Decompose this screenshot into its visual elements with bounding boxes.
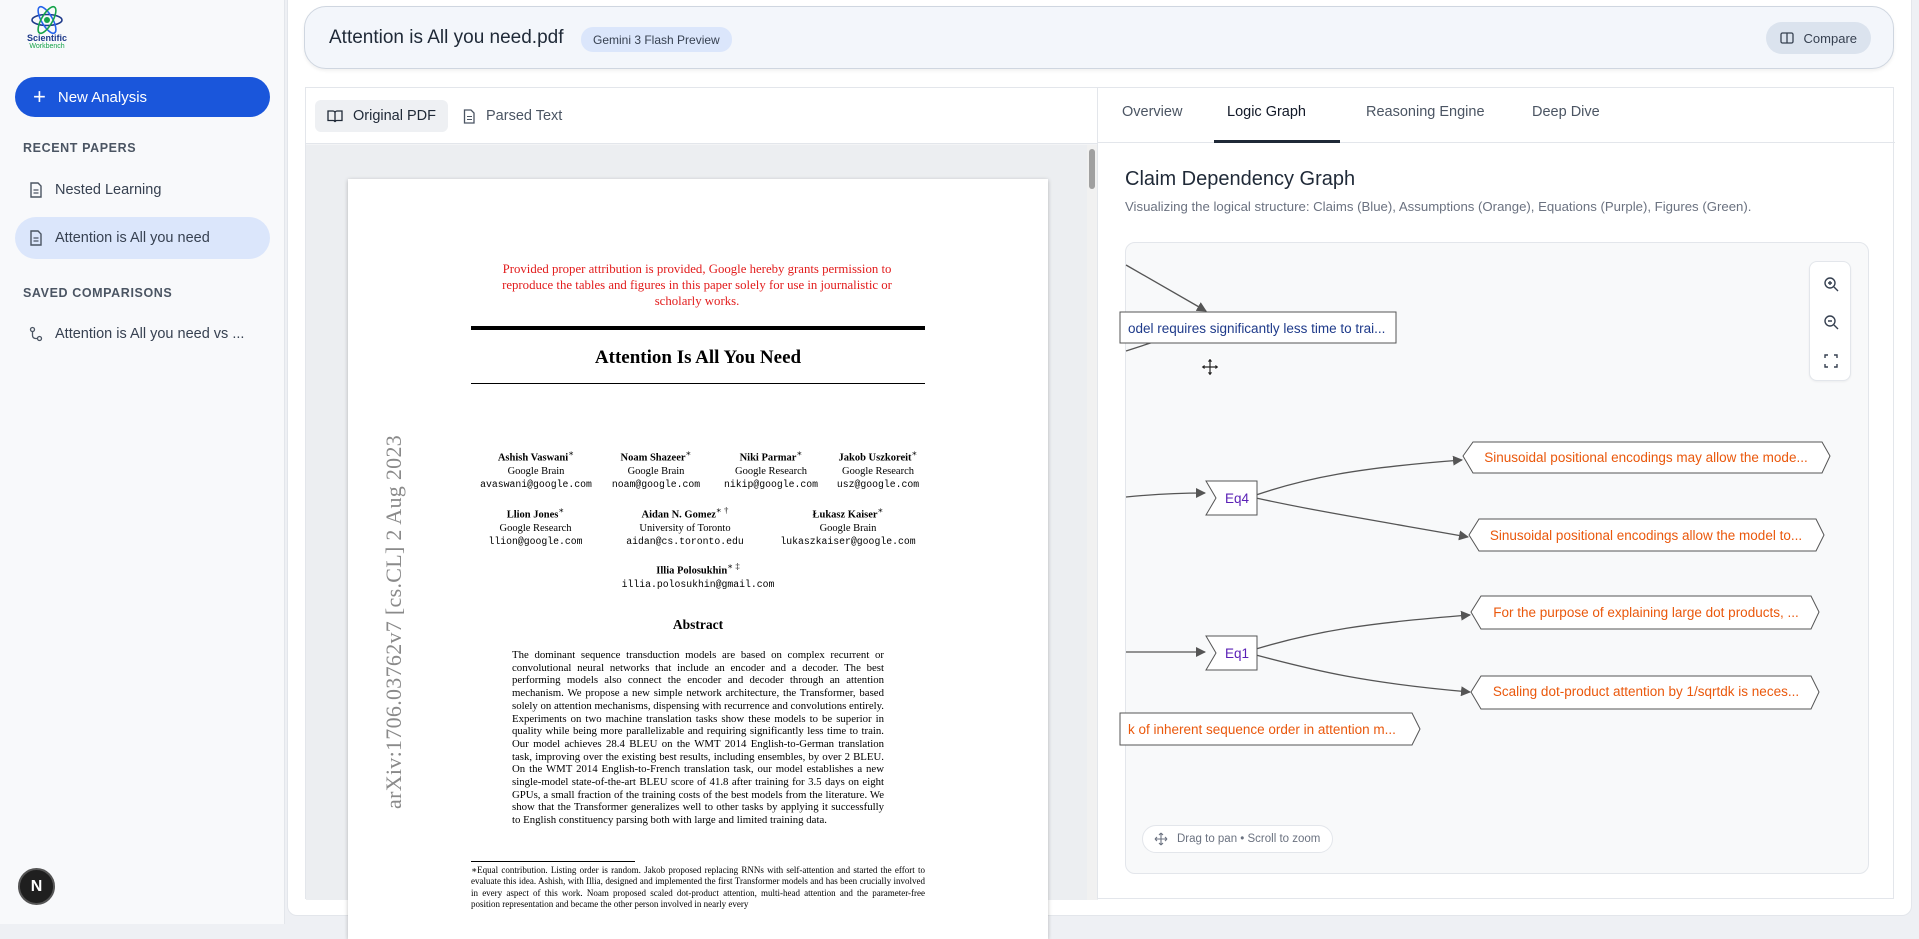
book-open-icon bbox=[327, 109, 343, 123]
author-email: usz@google.com bbox=[836, 478, 920, 490]
author-mark: ∗ bbox=[558, 505, 565, 515]
author-name: Illia Polosukhin bbox=[656, 565, 728, 577]
atom-icon bbox=[30, 4, 64, 36]
move-icon bbox=[1155, 833, 1167, 845]
zoom-out-button[interactable] bbox=[1821, 312, 1841, 332]
pan-zoom-hint bbox=[1142, 825, 1333, 853]
permission-notice: Provided proper attribution is provided, Google hereby grants permission to reproduce the tables and figures in this paper solely for use in journalistic or scholarly works. bbox=[502, 262, 892, 308]
title-rule-top bbox=[471, 326, 925, 330]
fullscreen-icon bbox=[1824, 354, 1838, 368]
assumption-node[interactable] bbox=[1120, 713, 1420, 745]
graph-edge bbox=[1126, 265, 1206, 311]
author-block bbox=[601, 447, 711, 491]
author-email: llion@google.com bbox=[488, 535, 583, 547]
recent-papers-heading: RECENT PAPERS bbox=[23, 141, 137, 155]
zoom-in-button[interactable] bbox=[1821, 274, 1841, 294]
author-block bbox=[716, 447, 826, 491]
recent-paper-item[interactable] bbox=[15, 169, 270, 211]
pdf-viewer[interactable] bbox=[306, 145, 1098, 910]
app-logo[interactable] bbox=[24, 4, 70, 54]
author-mark: ∗ ‡ bbox=[727, 561, 740, 571]
assumption-node[interactable] bbox=[1471, 596, 1819, 629]
zoom-controls bbox=[1809, 261, 1851, 381]
abstract-heading: Abstract bbox=[672, 617, 724, 632]
assumption-node-label: Sinusoidal positional encodings may allow the mode... bbox=[1484, 450, 1808, 465]
author-org: Google Brain bbox=[819, 522, 877, 534]
saved-comparison-item[interactable] bbox=[15, 313, 270, 355]
author-mark: ∗ † bbox=[715, 505, 729, 515]
pdf-scroll-thumb[interactable] bbox=[1089, 149, 1095, 189]
author-mark: ∗ bbox=[568, 448, 575, 458]
author-org: Google Brain bbox=[627, 465, 685, 477]
columns-icon bbox=[1780, 32, 1794, 44]
brand-subname: Workbench bbox=[29, 43, 65, 50]
analysis-pane bbox=[1097, 87, 1894, 899]
author-block bbox=[598, 560, 798, 591]
graph-title: Claim Dependency Graph bbox=[1125, 168, 1356, 190]
title-rule-bottom bbox=[471, 383, 925, 384]
author-name: Łukasz Kaiser bbox=[812, 509, 878, 521]
author-mark: ∗ bbox=[685, 448, 692, 458]
equation-node-eq1[interactable] bbox=[1206, 636, 1257, 670]
plus-icon: + bbox=[33, 84, 46, 109]
recent-paper-label: Nested Learning bbox=[55, 182, 162, 198]
pdf-page bbox=[348, 179, 1048, 939]
author-block bbox=[476, 447, 596, 491]
pdf-pane bbox=[305, 87, 1097, 910]
assumption-node[interactable] bbox=[1471, 676, 1819, 709]
model-badge: Gemini 3 Flash Preview bbox=[581, 27, 732, 52]
pdf-view-tabs bbox=[306, 88, 1098, 144]
author-block bbox=[828, 447, 928, 491]
recent-paper-label: Attention is All you need bbox=[55, 230, 210, 246]
graph-edge bbox=[1256, 498, 1468, 537]
saved-comparisons-heading: SAVED COMPARISONS bbox=[23, 286, 173, 300]
graph-edge bbox=[1256, 615, 1470, 649]
author-org: Google Brain bbox=[507, 465, 565, 477]
zoom-out-icon bbox=[1823, 314, 1839, 330]
author-email: nikip@google.com bbox=[723, 478, 819, 490]
author-email: illia.polosukhin@gmail.com bbox=[621, 578, 775, 590]
author-block bbox=[768, 504, 928, 548]
author-org: Google Research bbox=[841, 465, 914, 477]
zoom-in-icon bbox=[1823, 276, 1839, 292]
tab-logic-graph[interactable]: Logic Graph bbox=[1227, 104, 1306, 120]
new-analysis-label: New Analysis bbox=[57, 88, 148, 106]
recent-paper-item-active[interactable] bbox=[15, 217, 270, 259]
active-tab-indicator bbox=[1214, 140, 1340, 143]
document-icon bbox=[463, 109, 476, 124]
graph-edge bbox=[1126, 493, 1205, 497]
equation-node-label: Eq4 bbox=[1224, 491, 1250, 506]
author-name: Aidan N. Gomez bbox=[641, 509, 716, 521]
pan-zoom-hint-label: Drag to pan • Scroll to zoom bbox=[1177, 833, 1321, 845]
analysis-tabs bbox=[1098, 88, 1895, 143]
paper-title: Attention Is All You Need bbox=[594, 347, 802, 368]
claim-dependency-graph[interactable] bbox=[1126, 243, 1870, 875]
document-icon bbox=[29, 182, 43, 198]
equation-node-label: Eq1 bbox=[1224, 646, 1250, 661]
saved-comparison-label: Attention is All you need vs ... bbox=[55, 326, 245, 342]
tab-overview[interactable]: Overview bbox=[1122, 104, 1183, 120]
tab-deep-dive[interactable]: Deep Dive bbox=[1532, 104, 1600, 120]
author-block bbox=[473, 504, 598, 548]
tab-parsed-text[interactable] bbox=[451, 100, 574, 132]
assumption-node[interactable] bbox=[1463, 442, 1830, 473]
author-mark: ∗ bbox=[877, 505, 884, 515]
document-icon bbox=[29, 230, 43, 246]
graph-subtitle: Visualizing the logical structure: Claims (Blue), Assumptions (Orange), Equations (Purple), Figures (Green). bbox=[1125, 199, 1752, 214]
author-email: lukaszkaiser@google.com bbox=[780, 535, 916, 547]
author-org: Google Research bbox=[734, 465, 807, 477]
user-avatar[interactable]: N bbox=[18, 868, 55, 905]
tab-original-pdf-label: Original PDF bbox=[353, 108, 436, 124]
compare-label: Compare bbox=[1803, 30, 1857, 46]
author-email: avaswani@google.com bbox=[480, 478, 592, 490]
assumption-node-label: k of inherent sequence order in attention m... bbox=[1128, 722, 1396, 737]
document-header bbox=[304, 6, 1894, 69]
compare-branch-icon bbox=[29, 326, 43, 342]
compare-button[interactable] bbox=[1766, 22, 1871, 54]
pdf-scrollbar[interactable] bbox=[1087, 145, 1097, 900]
tab-parsed-text-label: Parsed Text bbox=[486, 108, 563, 124]
graph-canvas[interactable] bbox=[1125, 242, 1869, 874]
assumption-node-label: Scaling dot-product attention by 1/sqrtdk is neces... bbox=[1492, 684, 1800, 699]
brand-name: Scientific bbox=[26, 33, 67, 43]
tab-reasoning-engine[interactable]: Reasoning Engine bbox=[1366, 104, 1485, 120]
footnote-rule bbox=[471, 861, 635, 862]
abstract-text: The dominant sequence transduction models are based on complex recurrent or convolutional neural networks that include an encoder and a decoder. The best performing models also connect the encoder and decoder through an attention mechanism. We propose a new simple network architecture, the Transformer, based solely on attention mechanisms, dispensing with recurrence and convolutions entirely. Experiments on two machine translation tasks show these models to be superior in quality while being more parallelizable and requiring significantly less time to train. Our model achieves 28.4 BLEU on the WMT 2014 English-to-German translation task, improving over the existing best results, including ensembles, by over 2 BLEU. On the WMT 2014 English-to-French translation task, our model establishes a new single-model state-of-the-art BLEU score of 41.8 after training for 3.5 days on eight GPUs, a small fraction of the training costs of the best models from the literature. We show that the Transformer generalizes well to other tasks by applying it successfully to English constituency parsing both with large and limited training data. bbox=[512, 649, 885, 827]
fit-view-button[interactable] bbox=[1821, 351, 1841, 371]
author-org: Google Research bbox=[499, 522, 572, 534]
assumption-node-label: For the purpose of explaining large dot products, ... bbox=[1493, 605, 1799, 620]
author-name: Noam Shazeer bbox=[620, 452, 686, 464]
footnote-text: ∗Equal contribution. Listing order is random. Jakob proposed replacing RNNs with self-attention and started the effort to evaluate this idea. Ashish, with Illia, designed and implemented the first Transformer models and has been crucially involved in every aspect of this work. Noam proposed scaled dot-product attention, multi-head attention and the parameter-free position representation and became the other person involved in nearly every bbox=[471, 865, 925, 910]
assumption-node-label: Sinusoidal positional encodings allow the model to... bbox=[1489, 528, 1803, 543]
author-mark: ∗ bbox=[911, 448, 918, 458]
author-mark: ∗ bbox=[796, 448, 803, 458]
arxiv-stamp: arXiv:1706.03762v7 [cs.CL] 2 Aug 2023 bbox=[381, 434, 406, 809]
sidebar bbox=[0, 0, 285, 924]
author-email: aidan@cs.toronto.edu bbox=[626, 535, 744, 547]
graph-edge bbox=[1256, 655, 1470, 692]
author-email: noam@google.com bbox=[611, 478, 701, 490]
equation-node-eq4[interactable] bbox=[1206, 481, 1257, 515]
author-name: Ashish Vaswani bbox=[497, 452, 569, 464]
assumption-node[interactable] bbox=[1469, 519, 1824, 551]
graph-edge bbox=[1256, 460, 1462, 495]
author-name: Llion Jones bbox=[506, 509, 559, 521]
tab-original-pdf[interactable] bbox=[315, 100, 448, 132]
author-block bbox=[610, 504, 760, 548]
author-org: University of Toronto bbox=[639, 522, 731, 534]
claim-node[interactable] bbox=[1120, 312, 1396, 343]
author-name: Niki Parmar bbox=[739, 452, 797, 464]
document-title: Attention is All you need.pdf bbox=[329, 27, 564, 48]
move-cursor-icon bbox=[1201, 358, 1219, 376]
author-name: Jakob Uszkoreit bbox=[838, 452, 912, 464]
claim-node-label: odel requires significantly less time to trai... bbox=[1128, 321, 1386, 336]
new-analysis-button[interactable] bbox=[15, 77, 270, 117]
